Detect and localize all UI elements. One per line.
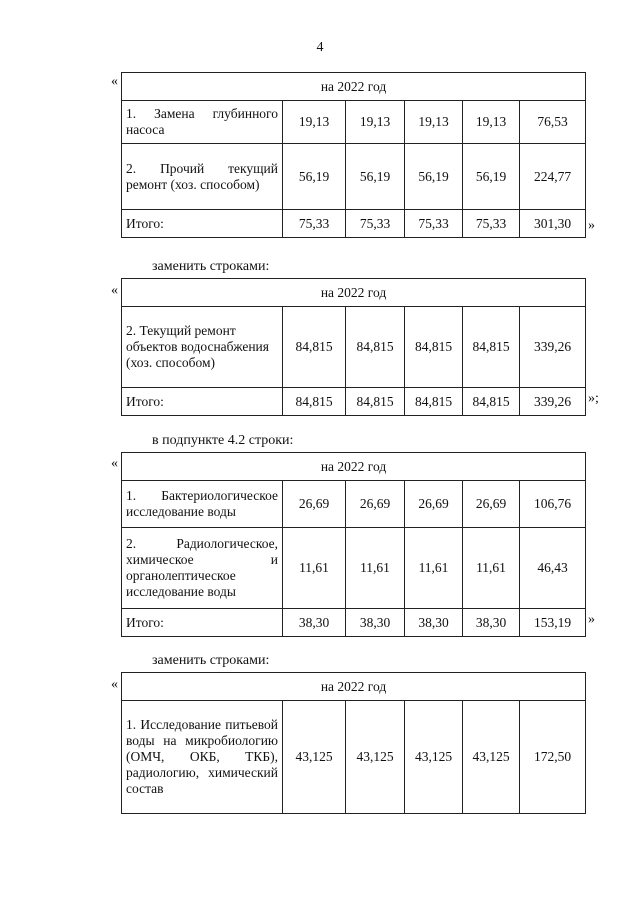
row-value: 75,33 bbox=[463, 210, 520, 238]
table-row bbox=[122, 307, 586, 388]
amendment-table-original bbox=[121, 72, 586, 238]
instruction-caption: заменить строками: bbox=[152, 259, 270, 274]
row-total: 339,26 bbox=[520, 307, 586, 388]
row-value: 26,69 bbox=[346, 481, 405, 528]
instruction-caption: заменить строками: bbox=[152, 653, 270, 668]
instruction-caption: в подпункте 4.2 строки: bbox=[152, 433, 294, 448]
row-value: 43,125 bbox=[405, 701, 463, 814]
opening-quote: « bbox=[111, 456, 118, 471]
row-value: 11,61 bbox=[283, 528, 346, 609]
row-value: 56,19 bbox=[463, 144, 520, 210]
row-total: 301,30 bbox=[520, 210, 586, 238]
row-value: 19,13 bbox=[283, 101, 346, 144]
row-label: Итого: bbox=[122, 609, 283, 637]
row-value: 11,61 bbox=[405, 528, 463, 609]
row-value: 43,125 bbox=[463, 701, 520, 814]
row-label: Итого: bbox=[122, 210, 283, 238]
row-value: 19,13 bbox=[405, 101, 463, 144]
row-value: 56,19 bbox=[405, 144, 463, 210]
row-value: 84,815 bbox=[346, 388, 405, 416]
row-value: 84,815 bbox=[463, 307, 520, 388]
row-value: 26,69 bbox=[405, 481, 463, 528]
row-value: 38,30 bbox=[346, 609, 405, 637]
opening-quote: « bbox=[111, 283, 118, 298]
row-total: 172,50 bbox=[520, 701, 586, 814]
row-total: 76,53 bbox=[520, 101, 586, 144]
amendment-table-replacement bbox=[121, 278, 586, 416]
row-total: 153,19 bbox=[520, 609, 586, 637]
table-header-year: на 2022 год bbox=[122, 673, 586, 701]
closing-quote: » bbox=[588, 218, 595, 233]
row-value: 84,815 bbox=[283, 388, 346, 416]
row-total: 46,43 bbox=[520, 528, 586, 609]
row-value: 56,19 bbox=[283, 144, 346, 210]
table-row bbox=[122, 101, 586, 144]
table-row-total bbox=[122, 388, 586, 416]
row-label: 2. Текущий ремонт объектов водоснабжения (хоз. способом) bbox=[122, 307, 283, 388]
row-value: 43,125 bbox=[346, 701, 405, 814]
table-row bbox=[122, 701, 586, 814]
row-value: 26,69 bbox=[283, 481, 346, 528]
row-value: 84,815 bbox=[405, 388, 463, 416]
opening-quote: « bbox=[111, 677, 118, 692]
table-row-total bbox=[122, 609, 586, 637]
row-total: 224,77 bbox=[520, 144, 586, 210]
row-value: 38,30 bbox=[405, 609, 463, 637]
table-row bbox=[122, 144, 586, 210]
opening-quote: « bbox=[111, 74, 118, 89]
row-value: 84,815 bbox=[283, 307, 346, 388]
table-row bbox=[122, 528, 586, 609]
row-value: 84,815 bbox=[463, 388, 520, 416]
table-header-year: на 2022 год bbox=[122, 73, 586, 101]
row-label: 1. Замена глубинного насоса bbox=[122, 101, 283, 144]
table-header-year: на 2022 год bbox=[122, 453, 586, 481]
amendment-table-replacement bbox=[121, 672, 586, 814]
row-value: 11,61 bbox=[463, 528, 520, 609]
amendment-table-original bbox=[121, 452, 586, 637]
row-label: 2. Прочий текущий ремонт (хоз. способом) bbox=[122, 144, 283, 210]
row-label: 2. Радиологическое, химическое и органолептическое исследование воды bbox=[122, 528, 283, 609]
closing-quote: »; bbox=[588, 391, 599, 406]
table-row bbox=[122, 481, 586, 528]
row-value: 75,33 bbox=[346, 210, 405, 238]
row-label: 1. Исследование питьевой воды на микробиологию (ОМЧ, ОКБ, ТКБ), радиологию, химический состав bbox=[122, 701, 283, 814]
row-value: 26,69 bbox=[463, 481, 520, 528]
row-label: 1. Бактериологическое исследование воды bbox=[122, 481, 283, 528]
row-value: 56,19 bbox=[346, 144, 405, 210]
row-value: 38,30 bbox=[463, 609, 520, 637]
row-value: 38,30 bbox=[283, 609, 346, 637]
table-row-total bbox=[122, 210, 586, 238]
row-value: 43,125 bbox=[283, 701, 346, 814]
row-total: 106,76 bbox=[520, 481, 586, 528]
row-total: 339,26 bbox=[520, 388, 586, 416]
row-value: 75,33 bbox=[405, 210, 463, 238]
row-label: Итого: bbox=[122, 388, 283, 416]
row-value: 19,13 bbox=[346, 101, 405, 144]
row-value: 84,815 bbox=[405, 307, 463, 388]
row-value: 84,815 bbox=[346, 307, 405, 388]
row-value: 19,13 bbox=[463, 101, 520, 144]
page-number: 4 bbox=[316, 40, 324, 55]
closing-quote: » bbox=[588, 612, 595, 627]
table-header-year: на 2022 год bbox=[122, 279, 586, 307]
row-value: 75,33 bbox=[283, 210, 346, 238]
row-value: 11,61 bbox=[346, 528, 405, 609]
